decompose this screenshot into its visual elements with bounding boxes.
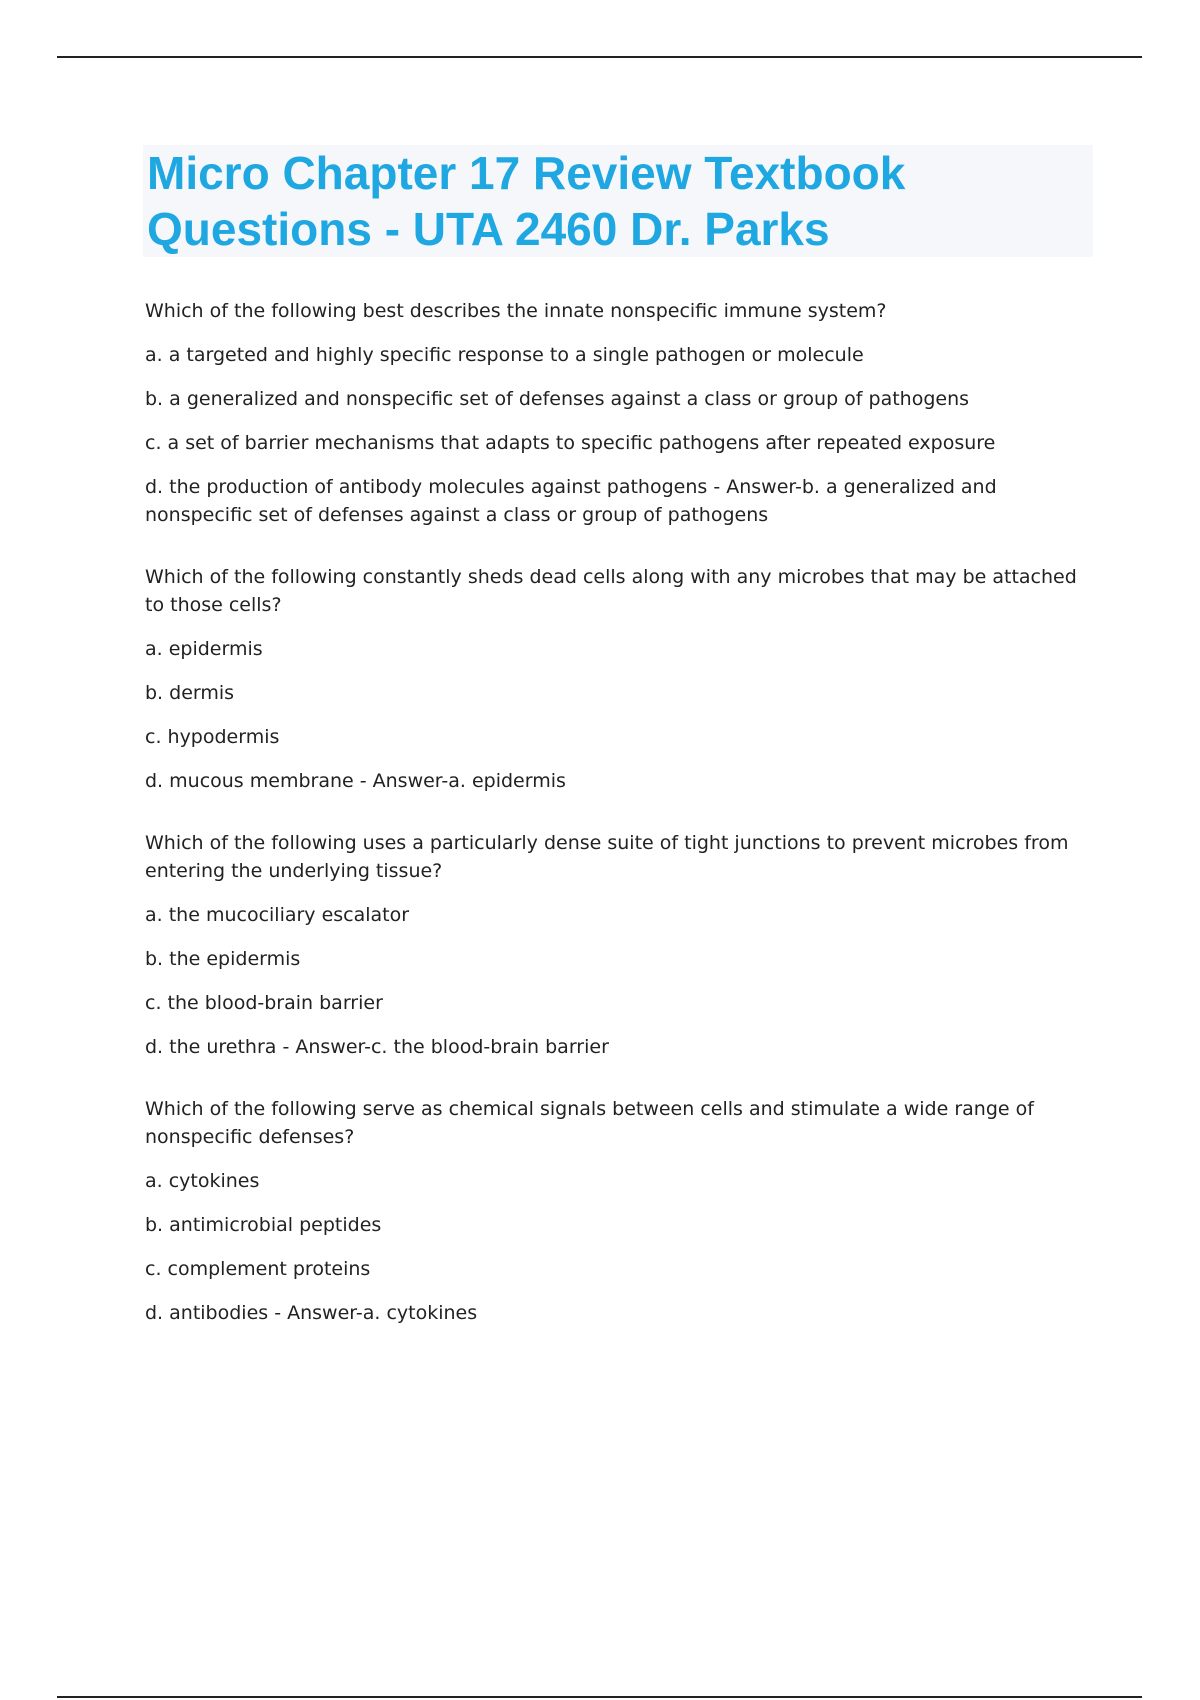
question-4-option-a: a. cytokines: [145, 1170, 260, 1192]
question-3-option-a: a. the mucociliary escalator: [145, 904, 410, 926]
question-3-prompt: Which of the following uses a particularly dense suite of tight junctions to prevent microbes from entering the underlying tissue?: [145, 832, 1069, 882]
question-2: [145, 563, 1095, 795]
question-4-prompt: Which of the following serve as chemical signals between cells and stimulate a wide range of nonspecific defenses?: [145, 1098, 1034, 1148]
question-list: [145, 297, 1095, 1361]
question-3-option-b: b. the epidermis: [145, 948, 301, 970]
question-3-option-d-answer: d. the urethra - Answer-c. the blood-brain barrier: [145, 1036, 609, 1058]
question-4-option-c: c. complement proteins: [145, 1258, 371, 1280]
page-bottom-rule: [57, 1696, 1142, 1698]
title-box: [143, 145, 1093, 257]
question-1-option-c: c. a set of barrier mechanisms that adapts to specific pathogens after repeated exposure: [145, 432, 996, 454]
page-top-rule: [57, 56, 1142, 58]
question-2-option-b: b. dermis: [145, 682, 235, 704]
question-2-prompt: Which of the following constantly sheds dead cells along with any microbes that may be attached to those cells?: [145, 566, 1077, 616]
question-1-prompt: Which of the following best describes the innate nonspecific immune system?: [145, 300, 887, 322]
question-4: [145, 1095, 1095, 1327]
question-2-option-d-answer: d. mucous membrane - Answer-a. epidermis: [145, 770, 566, 792]
question-3: [145, 829, 1095, 1061]
question-1-option-b: b. a generalized and nonspecific set of defenses against a class or group of pathogens: [145, 388, 970, 410]
question-1-option-d-answer: d. the production of antibody molecules against pathogens - Answer-b. a generalized and nonspecific set of defenses against a class or group of pathogens: [145, 476, 997, 526]
question-1: [145, 297, 1095, 529]
question-3-option-c: c. the blood-brain barrier: [145, 992, 383, 1014]
question-2-option-c: c. hypodermis: [145, 726, 280, 748]
question-1-option-a: a. a targeted and highly specific response to a single pathogen or molecule: [145, 344, 864, 366]
question-2-option-a: a. epidermis: [145, 638, 263, 660]
question-4-option-b: b. antimicrobial peptides: [145, 1214, 382, 1236]
question-4-option-d-answer: d. antibodies - Answer-a. cytokines: [145, 1302, 478, 1324]
page-title: Micro Chapter 17 Review Textbook Questions - UTA 2460 Dr. Parks: [147, 147, 906, 255]
